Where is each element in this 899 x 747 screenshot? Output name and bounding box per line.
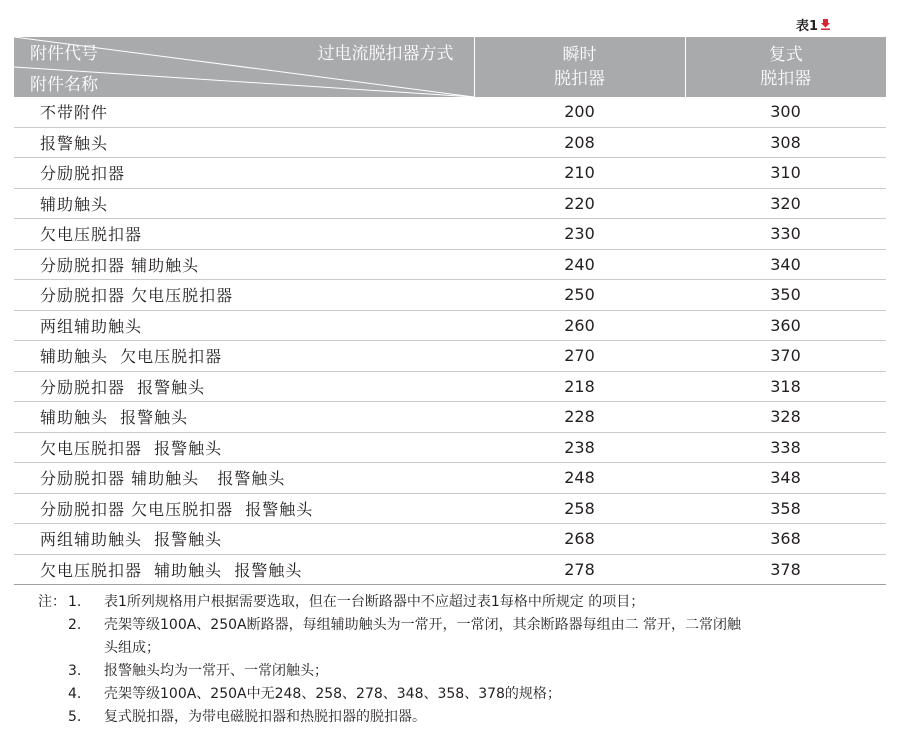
instant-code-cell: 248 [474,463,685,494]
header-instant-line1: 瞬时 [562,45,597,65]
compound-code-cell: 320 [685,188,886,219]
note-text: 复式脱扣器，为带电磁脱扣器和热脱扣器的脱扣器。 [104,709,426,725]
note-text: 壳架等级100A、250A断路器，每组辅助触头为一常开，一常闭，其余断路器每组由二 常开，二常闭触 [104,617,742,633]
compound-code-cell: 300 [685,97,886,127]
instant-code-cell: 228 [474,402,685,433]
note-number-indent [68,637,104,660]
table-row [14,371,886,402]
table-row [14,524,886,555]
note-line [38,637,896,660]
down-arrow-marker-icon [821,19,830,30]
table-label-text: 表1 [796,19,819,34]
note-line [38,706,896,729]
compound-code-cell: 360 [685,310,886,341]
note-number: 4. [68,686,82,702]
note-number: 2. [68,617,82,633]
diagonal-header-cell [14,37,474,97]
accessory-name-cell: 报警触头 [14,127,474,158]
header-method-label: 过电流脱扣器方式 [317,44,454,64]
compound-code-cell: 318 [685,371,886,402]
accessory-name-cell: 两组辅助触头 [14,310,474,341]
note-text: 头组成； [104,640,160,656]
table-row [14,402,886,433]
instant-code-cell: 220 [474,188,685,219]
accessory-name-cell: 分励脱扣器 [14,158,474,189]
accessory-name-cell: 分励脱扣器 辅助触头 [14,249,474,280]
note-line [38,660,896,683]
accessory-name-cell: 两组辅助触头 报警触头 [14,524,474,555]
notes-section [38,591,896,729]
instant-code-cell: 278 [474,554,685,585]
compound-code-cell: 330 [685,219,886,250]
accessory-name-cell: 欠电压脱扣器 [14,219,474,250]
accessory-name-cell: 分励脱扣器 欠电压脱扣器 [14,280,474,311]
accessory-name-cell: 分励脱扣器 报警触头 [14,371,474,402]
table-row [14,493,886,524]
table-row [14,127,886,158]
table-row [14,432,886,463]
accessory-name-cell: 分励脱扣器 辅助触头 报警触头 [14,463,474,494]
instant-code-cell: 260 [474,310,685,341]
accessory-name-cell: 辅助触头 欠电压脱扣器 [14,341,474,372]
table-row [14,219,886,250]
header-compound-line2: 脱扣器 [760,69,812,89]
accessory-name-cell: 辅助触头 [14,188,474,219]
table-header-row [14,37,886,97]
note-text: 壳架等级100A、250A中无248、258、278、348、358、378的规格； [104,686,561,702]
accessory-name-cell: 辅助触头 报警触头 [14,402,474,433]
table-row [14,310,886,341]
compound-code-cell: 310 [685,158,886,189]
table-row [14,158,886,189]
table-row [14,188,886,219]
table-row [14,249,886,280]
note-indent [38,683,68,706]
header-code-label: 附件代号 [30,44,98,64]
note-number: 5. [68,709,82,725]
instant-code-cell: 210 [474,158,685,189]
instant-code-cell: 230 [474,219,685,250]
note-number: 3. [68,663,82,679]
note-indent [38,637,68,660]
header-instant-line2: 脱扣器 [554,69,605,89]
note-line [38,614,896,637]
instant-code-cell: 238 [474,432,685,463]
compound-code-cell: 308 [685,127,886,158]
instant-code-cell: 200 [474,97,685,127]
note-indent [38,660,68,683]
header-compound-line1: 复式 [768,45,803,65]
spec-table-container [14,37,886,585]
instant-code-cell: 208 [474,127,685,158]
note-text: 表1所列规格用户根据需要选取，但在一台断路器中不应超过表1每格中所规定 的项目； [104,594,645,610]
compound-code-cell: 338 [685,432,886,463]
accessory-name-cell: 欠电压脱扣器 辅助触头 报警触头 [14,554,474,585]
spec-table [14,37,886,585]
instant-code-cell: 258 [474,493,685,524]
table-row [14,341,886,372]
note-line [38,683,896,706]
note-indent [38,614,68,637]
table-label [796,15,830,34]
compound-code-cell: 358 [685,493,886,524]
table-row [14,280,886,311]
note-line [38,591,896,614]
instant-code-cell: 268 [474,524,685,555]
instant-code-cell: 218 [474,371,685,402]
note-text: 报警触头均为一常开、一常闭触头； [104,663,328,679]
header-instant-cell [474,37,685,97]
instant-code-cell: 250 [474,280,685,311]
compound-code-cell: 340 [685,249,886,280]
table-row [14,97,886,127]
header-name-label: 附件名称 [30,75,98,95]
accessory-name-cell: 欠电压脱扣器 报警触头 [14,432,474,463]
compound-code-cell: 328 [685,402,886,433]
accessory-name-cell: 分励脱扣器 欠电压脱扣器 报警触头 [14,493,474,524]
table-row [14,463,886,494]
compound-code-cell: 350 [685,280,886,311]
instant-code-cell: 270 [474,341,685,372]
compound-code-cell: 378 [685,554,886,585]
note-indent [38,706,68,729]
compound-code-cell: 370 [685,341,886,372]
note-number: 1. [68,594,82,610]
compound-code-cell: 348 [685,463,886,494]
instant-code-cell: 240 [474,249,685,280]
header-compound-cell [685,37,886,97]
accessory-name-cell: 不带附件 [14,97,474,127]
notes-prefix: 注： [38,594,66,610]
table-body [14,97,886,585]
table-row [14,554,886,585]
compound-code-cell: 368 [685,524,886,555]
